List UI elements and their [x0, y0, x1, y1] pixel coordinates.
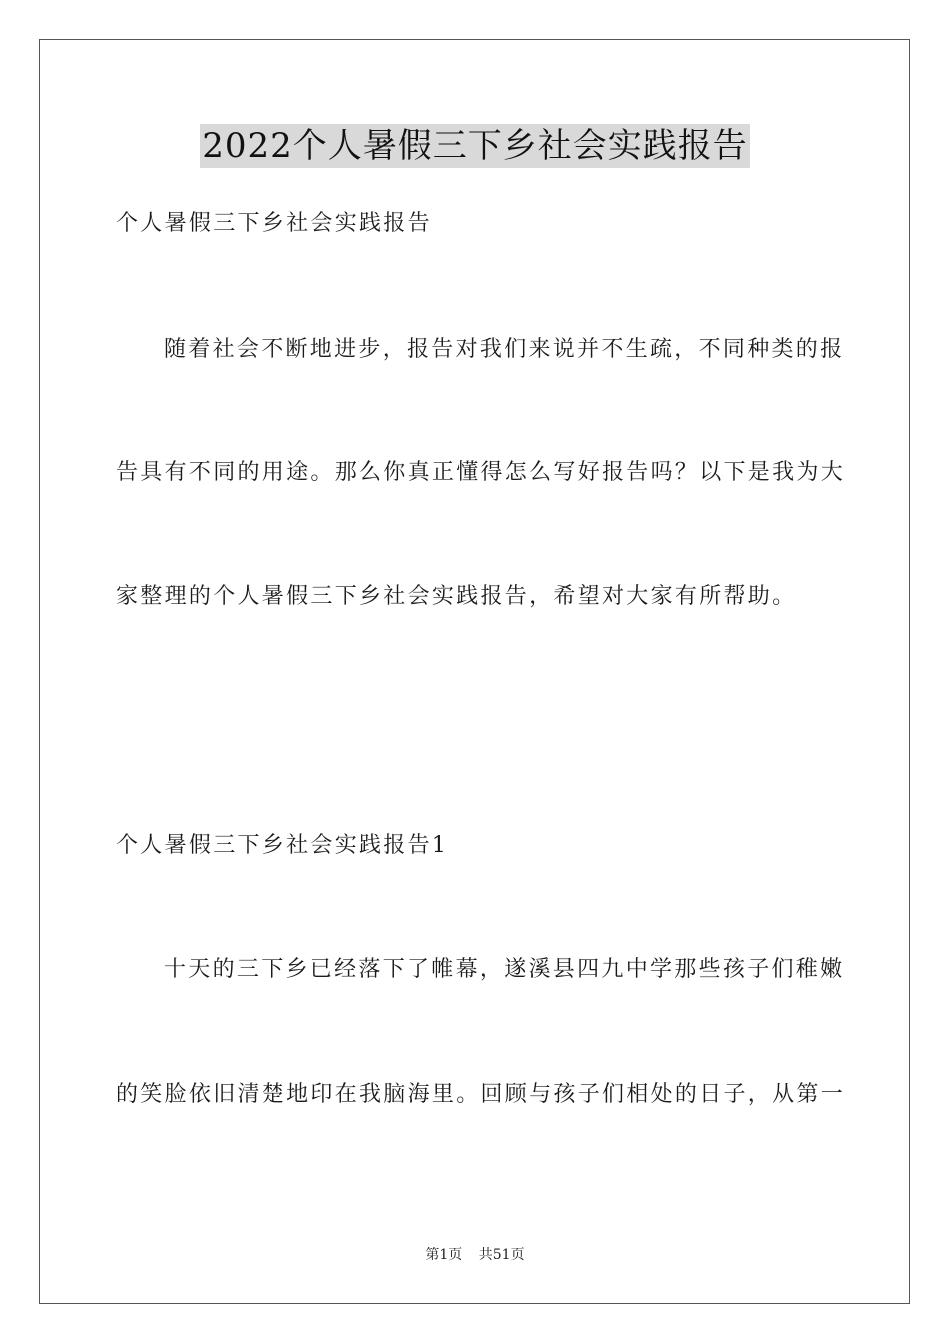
page-total: 共51页	[478, 1247, 525, 1263]
title-container	[0, 124, 950, 168]
body-line-1: 十天的三下乡已经落下了帷幕，遂溪县四九中学那些孩子们稚嫩	[164, 957, 845, 982]
body-line-2: 的笑脸依旧清楚地印在我脑海里。回顾与孩子们相处的日子，从第一	[116, 1082, 846, 1107]
intro-line-3: 家整理的个人暑假三下乡社会实践报告，希望对大家有所帮助。	[116, 584, 797, 609]
intro-line-2: 告具有不同的用途。那么你真正懂得怎么写好报告吗？以下是我为大	[116, 460, 846, 485]
section-heading: 个人暑假三下乡社会实践报告1	[116, 833, 449, 858]
document-subtitle: 个人暑假三下乡社会实践报告	[116, 211, 432, 236]
intro-line-1: 随着社会不断地进步，报告对我们来说并不生疏，不同种类的报	[164, 337, 845, 362]
page-footer	[0, 1245, 950, 1265]
page-number: 第1页	[425, 1247, 463, 1263]
document-title: 2022个人暑假三下乡社会实践报告	[202, 126, 748, 166]
